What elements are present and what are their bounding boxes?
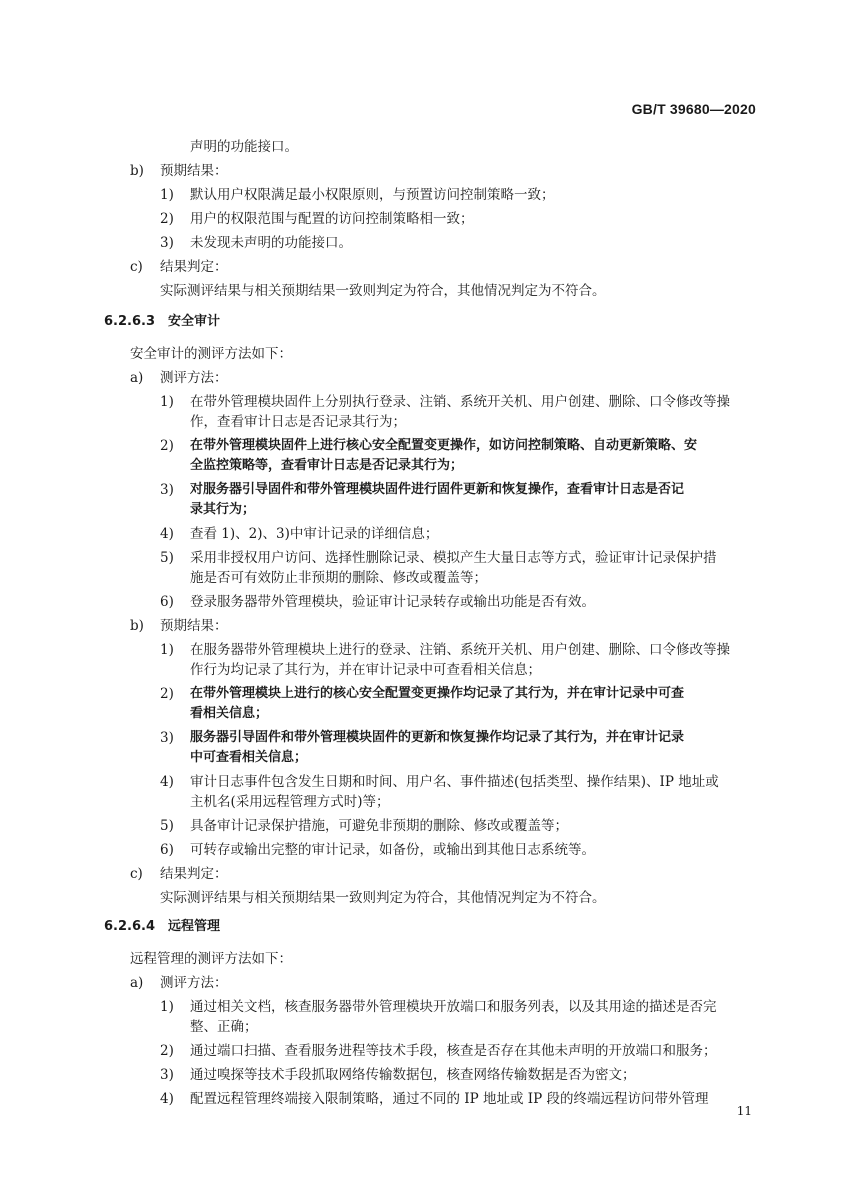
item-text-cont: 主机名(采用远程管理方式时)等；: [190, 794, 390, 810]
item-num: 3): [160, 1067, 174, 1083]
list-text-c: 结果判定：: [160, 259, 228, 275]
item-text: 采用非授权用户访问、选择性删除记录、模拟产生大量日志等方式，验证审计记录保护措: [190, 550, 717, 566]
item-text: 通过端口扫描、查看服务进程等技术手段，核查是否存在其他未声明的开放端口和服务；: [190, 1043, 717, 1059]
item-text: 通过相关文档，核查服务器带外管理模块开放端口和服务列表，以及其用途的描述是否完: [190, 999, 717, 1015]
list-label-a: a): [130, 975, 144, 991]
section-number: 6.2.6.4: [104, 919, 155, 934]
item-num: 4): [160, 774, 174, 790]
item-text: 在带外管理模块固件上进行核心安全配置变更操作，如访问控制策略、自动更新策略、安: [190, 438, 698, 453]
item-num: 1): [160, 187, 174, 203]
item-text: 查看 1)、2)、3)中审计记录的详细信息；: [190, 526, 439, 542]
item-text: 通过嗅探等技术手段抓取网络传输数据包，核查网络传输数据是否为密文；: [190, 1067, 636, 1083]
item-text: 对服务器引导固件和带外管理模块固件进行固件更新和恢复操作，查看审计日志是否记: [190, 482, 685, 497]
item-text-cont: 作行为均记录了其行为，并在审计记录中可查看相关信息；: [190, 662, 541, 678]
standard-code: GB/T 39680—2020: [631, 101, 756, 117]
section-intro: 安全审计的测评方法如下：: [130, 346, 292, 362]
item-text-cont: 录其行为；: [190, 502, 256, 517]
item-num: 1): [160, 999, 174, 1015]
item-num: 2): [160, 686, 174, 702]
item-num: 6): [160, 842, 174, 858]
section-number: 6.2.6.3: [104, 314, 155, 329]
section-title: 安全审计: [168, 314, 221, 329]
item-text-cont: 中可查看相关信息；: [190, 750, 308, 765]
section-title: 远程管理: [168, 919, 221, 934]
item-num: 4): [160, 1091, 174, 1107]
list-label-b: b): [130, 618, 144, 634]
item-num: 2): [160, 211, 174, 227]
item-text: 登录服务器带外管理模块，验证审计记录转存或输出功能是否有效。: [190, 594, 595, 610]
page-number: 11: [736, 1104, 752, 1118]
list-text-a: 测评方法：: [160, 370, 228, 386]
item-num: 6): [160, 594, 174, 610]
list-label-b: b): [130, 163, 144, 179]
result-detail: 实际测评结果与相关预期结果一致则判定为符合，其他情况判定为不符合。: [160, 283, 606, 299]
item-num: 2): [160, 438, 174, 454]
list-text-b: 预期结果：: [160, 618, 228, 634]
item-text: 可转存或输出完整的审计记录，如备份，或输出到其他日志系统等。: [190, 842, 595, 858]
item-text: 审计日志事件包含发生日期和时间、用户名、事件描述(包括类型、操作结果)、IP 地址或: [190, 774, 719, 790]
item-num: 2): [160, 1043, 174, 1059]
item-num: 4): [160, 526, 174, 542]
continuation-line: 声明的功能接口。: [190, 139, 298, 155]
item-text-cont: 作，查看审计日志是否记录其行为；: [190, 414, 406, 430]
item-text: 配置远程管理终端接入限制策略，通过不同的 IP 地址或 IP 段的终端远程访问带外管理: [190, 1091, 709, 1107]
item-text: 未发现未声明的功能接口。: [190, 235, 352, 251]
section-intro: 远程管理的测评方法如下：: [130, 951, 292, 967]
item-num: 5): [160, 818, 174, 834]
list-label-c: c): [130, 866, 143, 882]
list-label-c: c): [130, 259, 143, 275]
item-text: 具备审计记录保护措施，可避免非预期的删除、修改或覆盖等；: [190, 818, 568, 834]
result-detail: 实际测评结果与相关预期结果一致则判定为符合，其他情况判定为不符合。: [160, 890, 606, 906]
item-text: 默认用户权限满足最小权限原则，与预置访问控制策略一致；: [190, 187, 555, 203]
item-text-cont: 看相关信息；: [190, 706, 269, 721]
item-text: 在带外管理模块固件上分别执行登录、注销、系统开关机、用户创建、删除、口令修改等操: [190, 394, 730, 410]
item-num: 1): [160, 642, 174, 658]
item-num: 1): [160, 394, 174, 410]
item-num: 3): [160, 482, 174, 498]
section-heading-remote: [104, 917, 220, 937]
item-text: 在带外管理模块上进行的核心安全配置变更操作均记录了其行为，并在审计记录中可查: [190, 686, 685, 701]
list-text-a: 测评方法：: [160, 975, 228, 991]
item-text-cont: 施是否可有效防止非预期的删除、修改或覆盖等；: [190, 570, 487, 586]
item-text: 用户的权限范围与配置的访问控制策略相一致；: [190, 211, 474, 227]
list-text-b: 预期结果：: [160, 163, 228, 179]
section-heading-audit: [104, 312, 220, 332]
item-num: 3): [160, 730, 174, 746]
list-label-a: a): [130, 370, 144, 386]
item-num: 3): [160, 235, 174, 251]
item-text: 在服务器带外管理模块上进行的登录、注销、系统开关机、用户创建、删除、口令修改等操: [190, 642, 730, 658]
item-text-cont: 整、正确；: [190, 1019, 258, 1035]
item-num: 5): [160, 550, 174, 566]
item-text-cont: 全监控策略等，查看审计日志是否记录其行为；: [190, 458, 464, 473]
item-text: 服务器引导固件和带外管理模块固件的更新和恢复操作均记录了其行为，并在审计记录: [190, 730, 685, 745]
list-text-c: 结果判定：: [160, 866, 228, 882]
